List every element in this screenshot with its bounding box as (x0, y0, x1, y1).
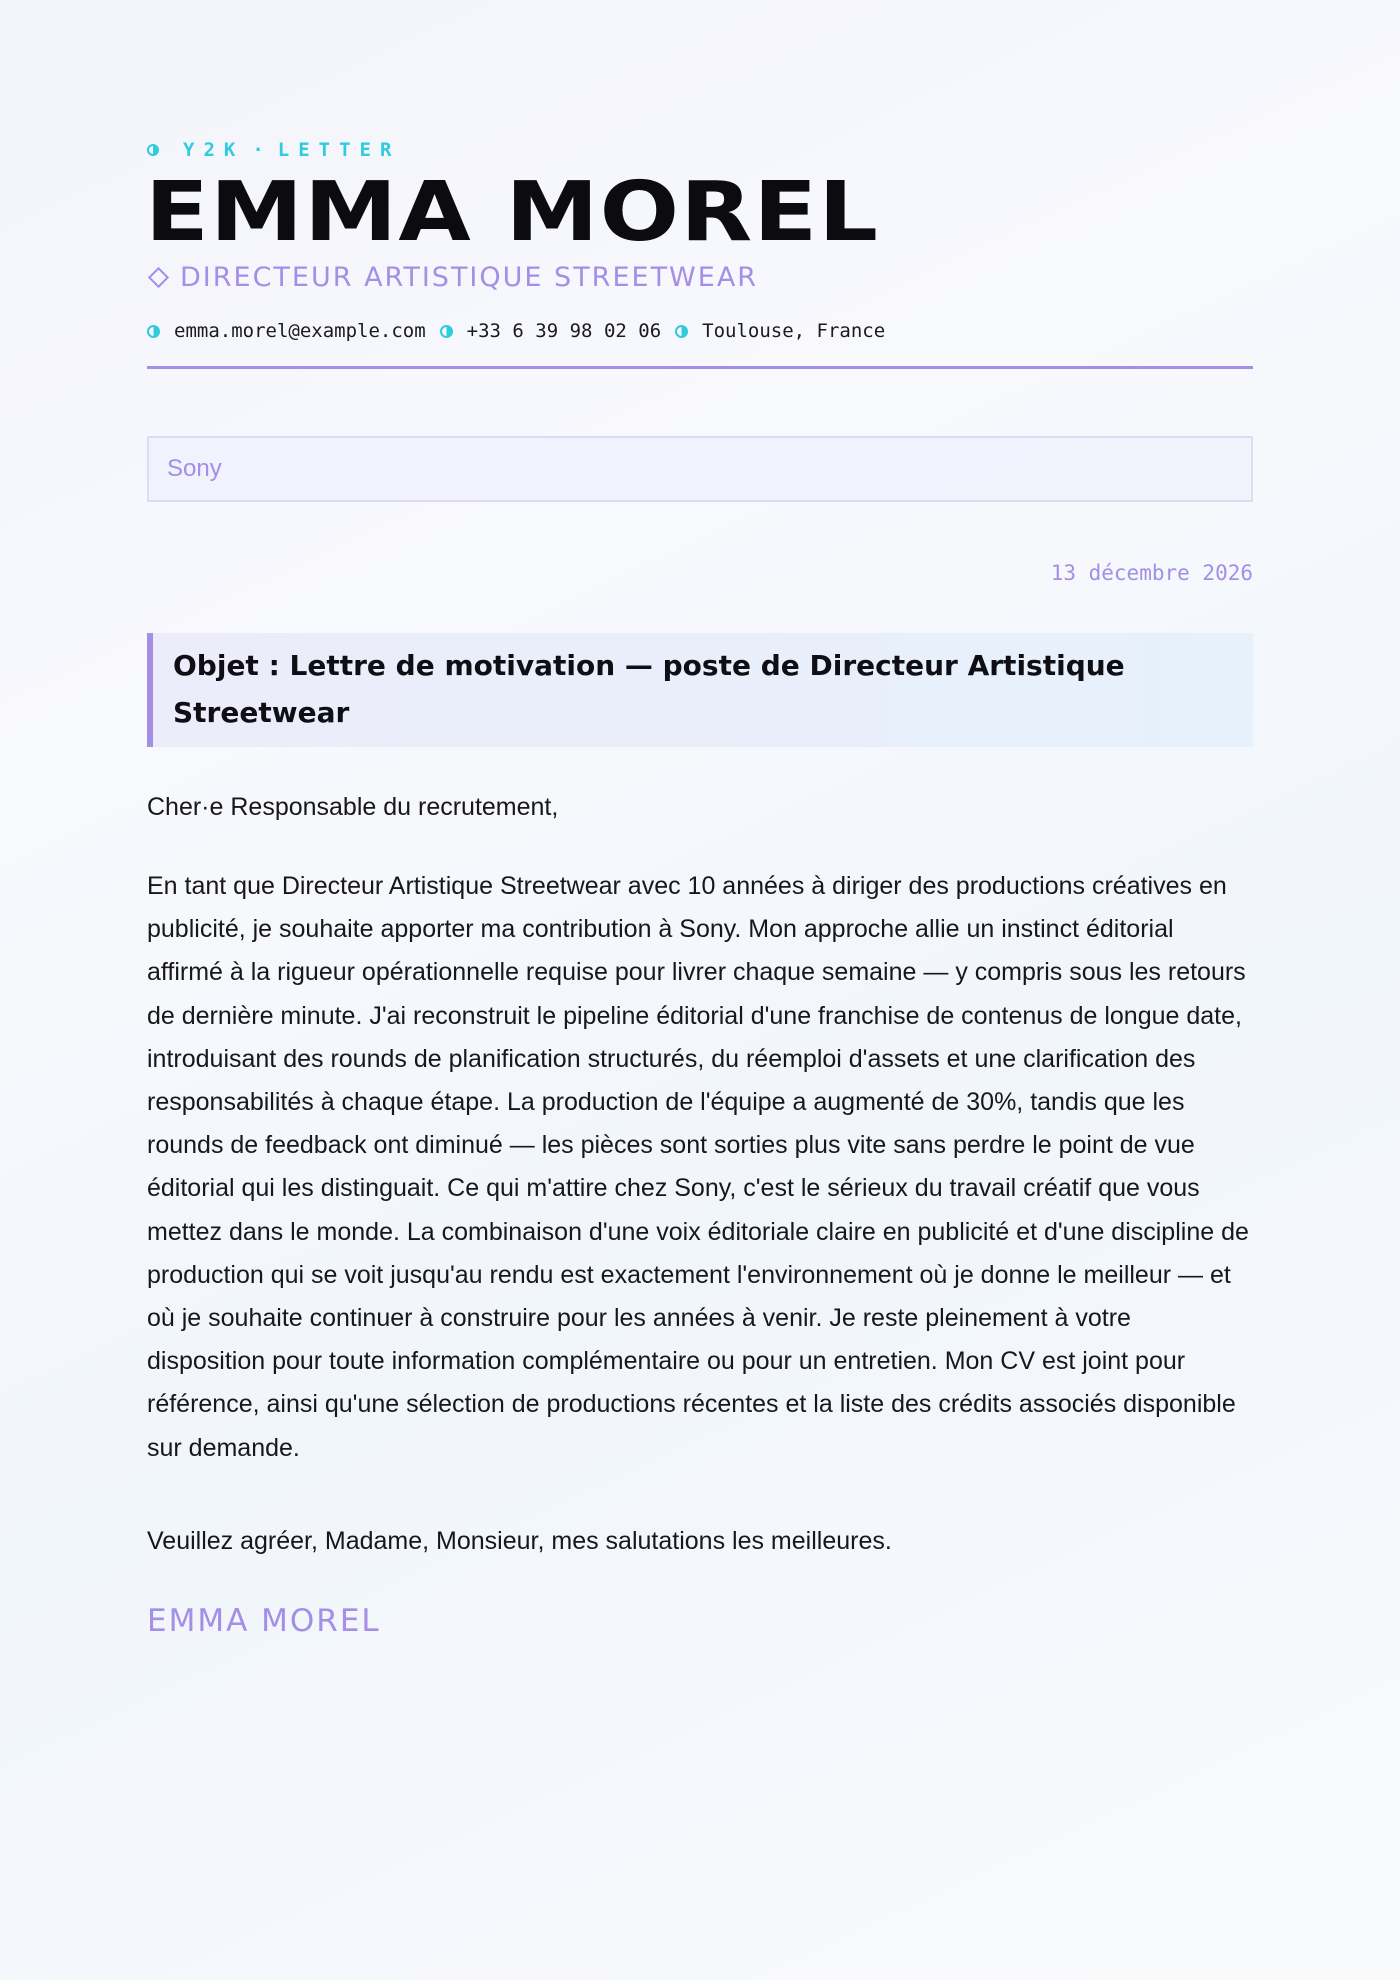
recipient-name: Sony (167, 455, 222, 482)
diamond-icon (148, 267, 169, 288)
contact-phone (440, 320, 661, 342)
header-divider (147, 366, 1253, 369)
signature: EMMA MOREL (147, 1603, 381, 1639)
applicant-role (147, 262, 758, 293)
role-text: DIRECTEUR ARTISTIQUE STREETWEAR (180, 262, 759, 293)
half-circle-icon (147, 325, 160, 338)
eyebrow-style: Y2K (183, 139, 245, 161)
half-circle-icon (440, 325, 453, 338)
eyebrow-separator: · (252, 139, 264, 161)
eyebrow (147, 139, 400, 161)
salutation: Cher·e Responsable du recrutement, (147, 793, 559, 821)
location-text: Toulouse, France (702, 320, 886, 342)
applicant-name: EMMA MOREL (145, 165, 880, 260)
recipient-box (147, 436, 1253, 502)
half-circle-icon (675, 325, 688, 338)
phone-text[interactable]: +33 6 39 98 02 06 (466, 320, 662, 342)
closing-formula: Veuillez agréer, Madame, Monsieur, mes salutations les meilleures. (147, 1527, 892, 1555)
letter-date: 13 décembre 2026 (1050, 561, 1253, 585)
half-circle-icon (147, 144, 159, 156)
subject-line: Objet : Lettre de motivation — poste de Directeur Artistique Streetwear (147, 633, 1253, 747)
contact-email (147, 320, 426, 342)
contact-line (147, 320, 899, 342)
eyebrow-type: LETTER (277, 139, 401, 161)
body-paragraph: En tant que Directeur Artistique Streetwear avec 10 années à diriger des productions créatives en publicité, je souhaite apporter ma contribution à Sony. Mon approche allie un instinct éditorial affirmé à la rigueur opérationnelle requise pour livrer chaque semaine — y compris sous les retours de dernière minute. J'ai reconstruit le pipeline éditorial d'une franchise de contenus de longue date, introduisant des rounds de planification structurés, du réemploi d'assets et une clarification des responsabilités à chaque étape. La production de l'équipe a augmenté de 30%, tandis que les rounds de feedback ont diminué — les pièces sont sorties plus vite sans perdre le point de vue éditorial qui les distinguait. Ce qui m'attire chez Sony, c'est le sérieux du travail créatif que vous mettez dans le monde. La combinaison d'une voix éditoriale claire en publicité et d'une discipline de production qui se voit jusqu'au rendu est exactement l'environnement où je donne le meilleur — et où je souhaite continuer à construire pour les années à venir. Je reste pleinement à votre disposition pour toute information complémentaire ou pour un entretien. Mon CV est joint pour référence, ainsi qu'une sélection de productions récentes et la liste des crédits associés disponible sur demande. (147, 872, 1249, 1462)
email-text[interactable]: emma.morel@example.com (174, 320, 426, 342)
contact-location (675, 320, 885, 342)
